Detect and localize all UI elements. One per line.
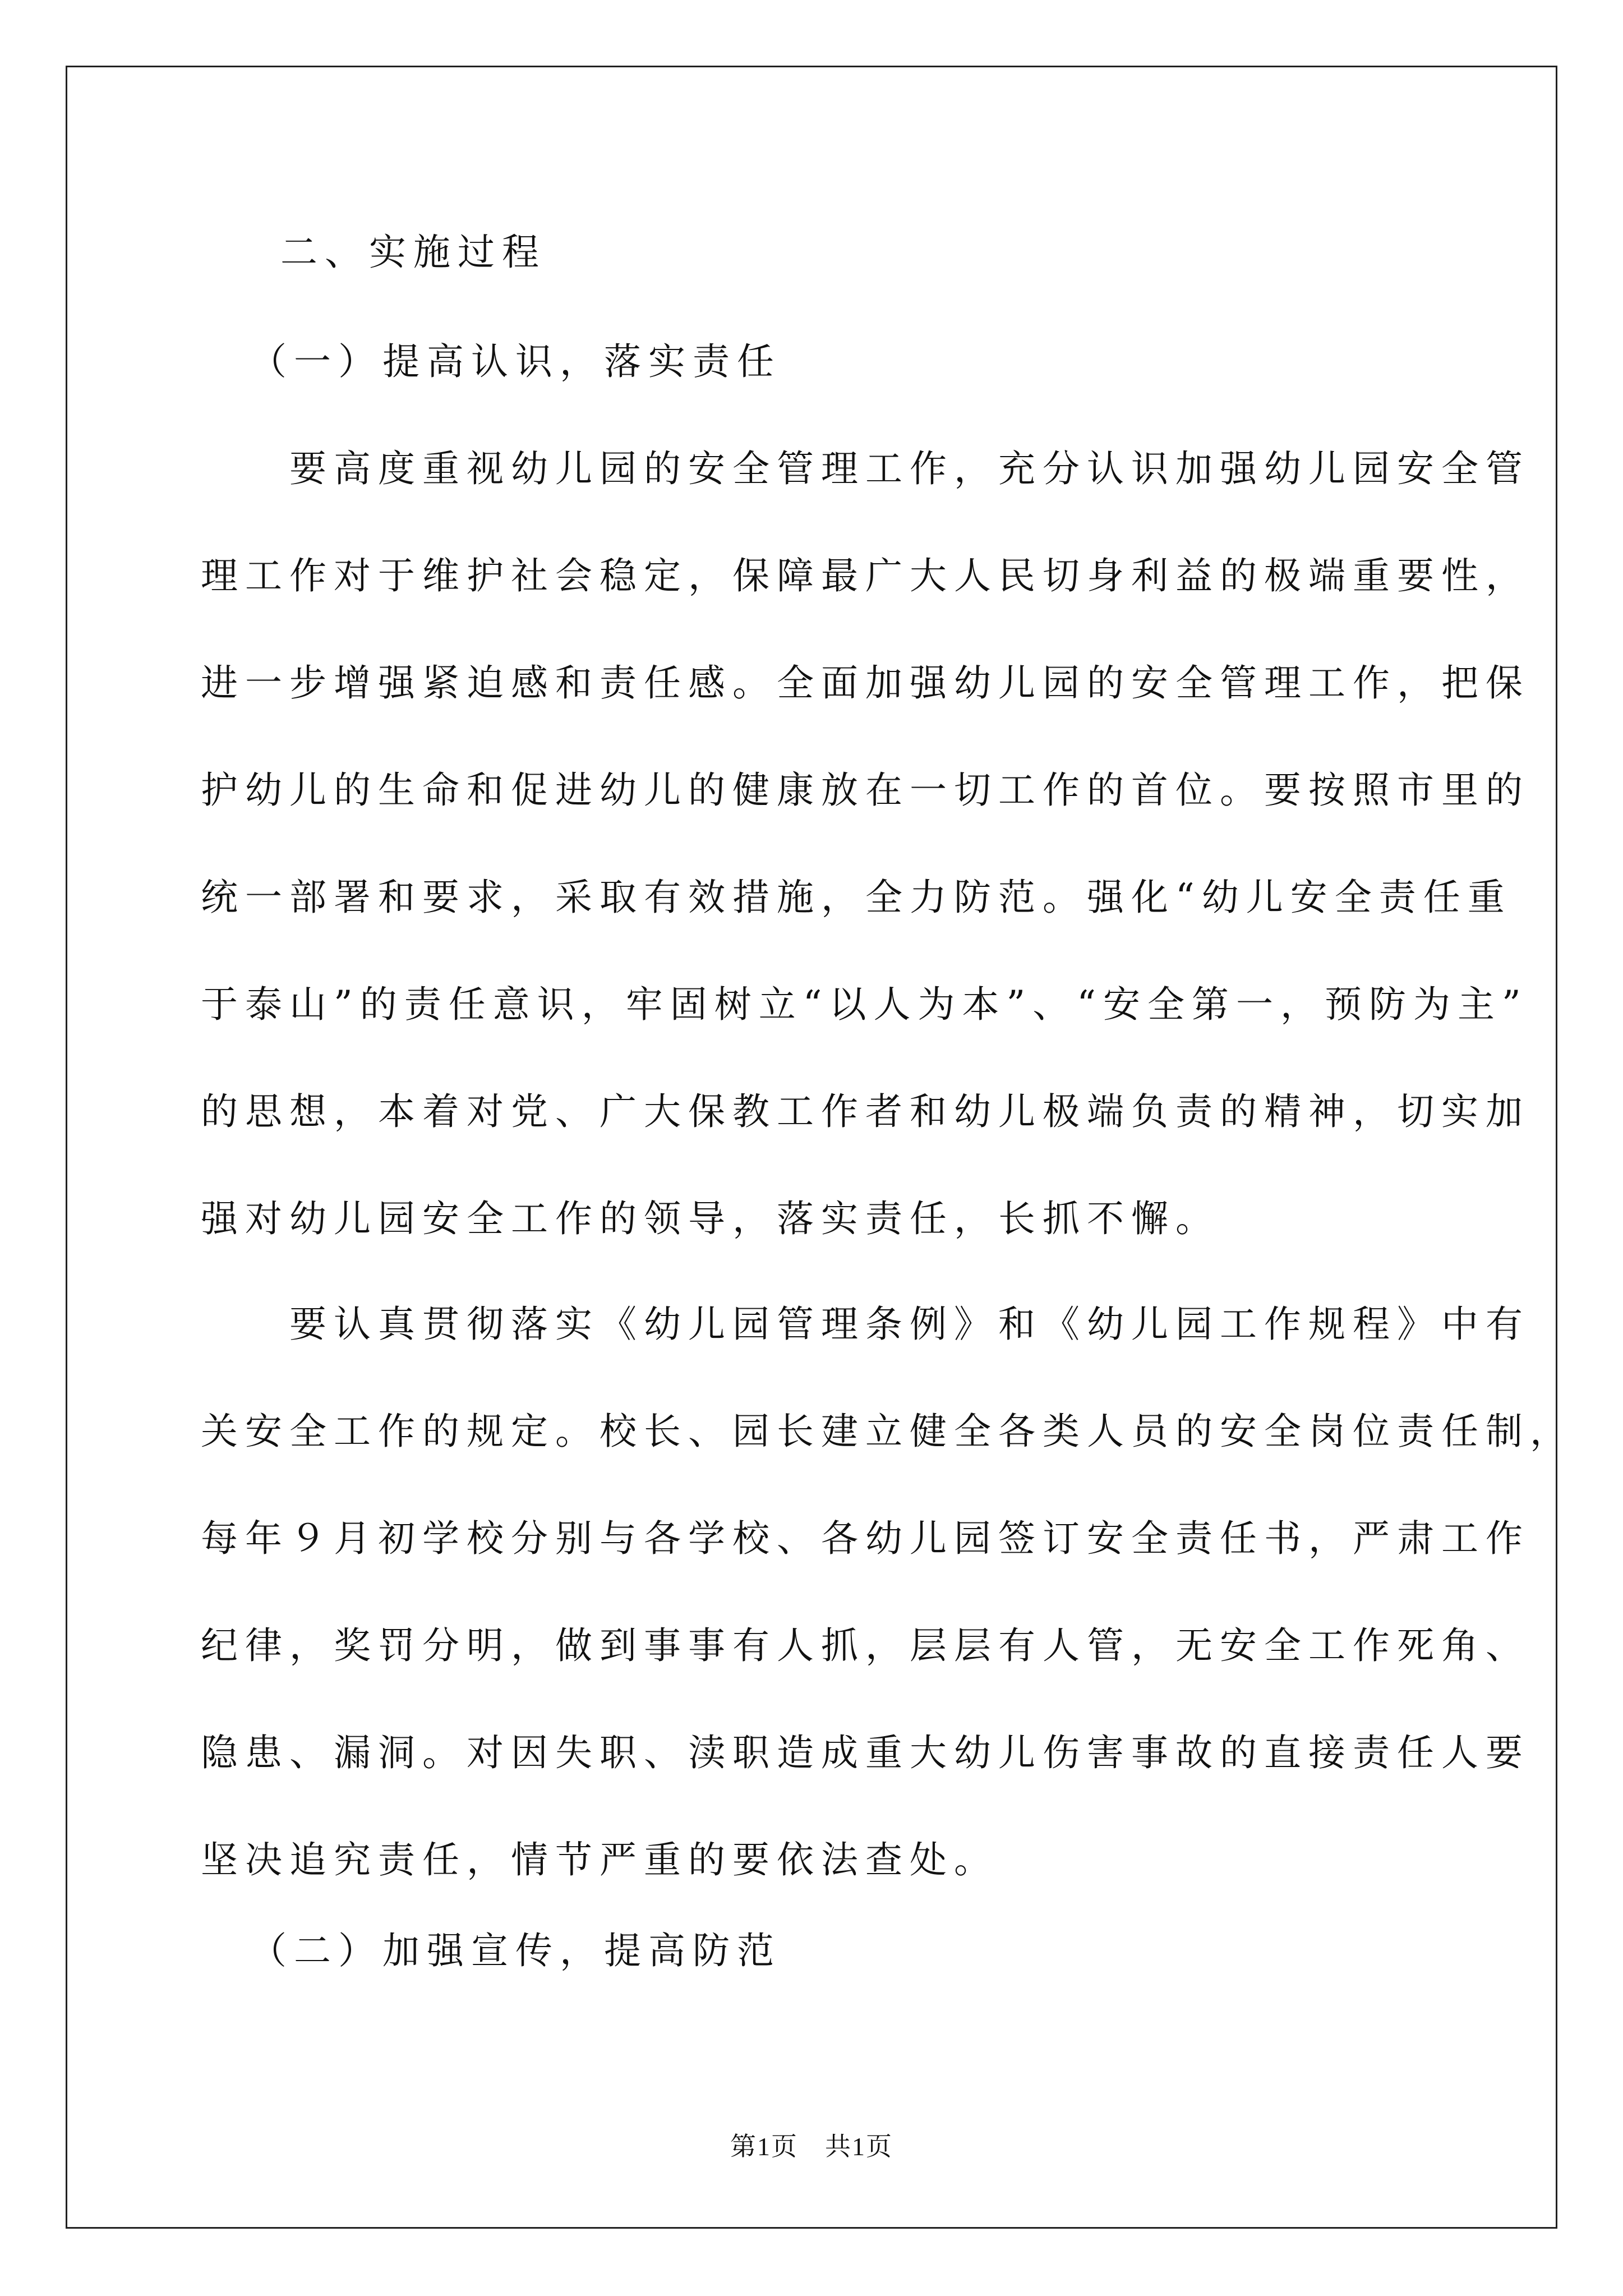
paragraph-1-line: 的思想，本着对党、广大保教工作者和幼儿极端负责的精神，切实加 bbox=[201, 1090, 1530, 1133]
paragraph-1 bbox=[201, 415, 1530, 1272]
paragraph-2 bbox=[201, 1271, 1574, 1913]
subsection-1-title: （一）提高认识，落实责任 bbox=[250, 340, 781, 383]
paragraph-1-line: 于泰山”的责任意识，牢固树立“以人为本”、“安全第一，预防为主” bbox=[201, 983, 1528, 1026]
paragraph-2-line: 要认真贯彻落实《幼儿园管理条例》和《幼儿园工作规程》中有 bbox=[201, 1303, 1530, 1346]
section-title: 二、实施过程 bbox=[280, 231, 546, 274]
page-footer: 第1页 共1页 bbox=[730, 2132, 893, 2161]
paragraph-1-line: 统一部署和要求，采取有效措施，全力防范。强化“幼儿安全责任重 bbox=[201, 876, 1512, 919]
subsection-2-title: （二）加强宣传，提高防范 bbox=[250, 1929, 781, 1972]
paragraph-2-line: 每年９月初学校分别与各学校、各幼儿园签订安全责任书，严肃工作 bbox=[201, 1517, 1530, 1560]
paragraph-2-line: 纪律，奖罚分明，做到事事有人抓，层层有人管，无安全工作死角、 bbox=[201, 1624, 1530, 1667]
paragraph-2-line: 隐患、漏洞。对因失职、渎职造成重大幼儿伤害事故的直接责任人要 bbox=[201, 1731, 1530, 1774]
paragraph-1-line: 强对幼儿园安全工作的领导，落实责任，长抓不懈。 bbox=[201, 1197, 1220, 1240]
paragraph-1-line: 要高度重视幼儿园的安全管理工作，充分认识加强幼儿园安全管 bbox=[201, 447, 1530, 490]
paragraph-1-line: 护幼儿的生命和促进幼儿的健康放在一切工作的首位。要按照市里的 bbox=[201, 769, 1530, 812]
paragraph-2-line: 坚决追究责任，情节严重的要依法查处。 bbox=[201, 1838, 998, 1881]
paragraph-2-line: 关安全工作的规定。校长、园长建立健全各类人员的安全岗位责任制， bbox=[201, 1410, 1574, 1453]
paragraph-1-line: 理工作对于维护社会稳定，保障最广大人民切身利益的极端重要性， bbox=[201, 554, 1530, 597]
paragraph-1-line: 进一步增强紧迫感和责任感。全面加强幼儿园的安全管理工作，把保 bbox=[201, 661, 1530, 705]
